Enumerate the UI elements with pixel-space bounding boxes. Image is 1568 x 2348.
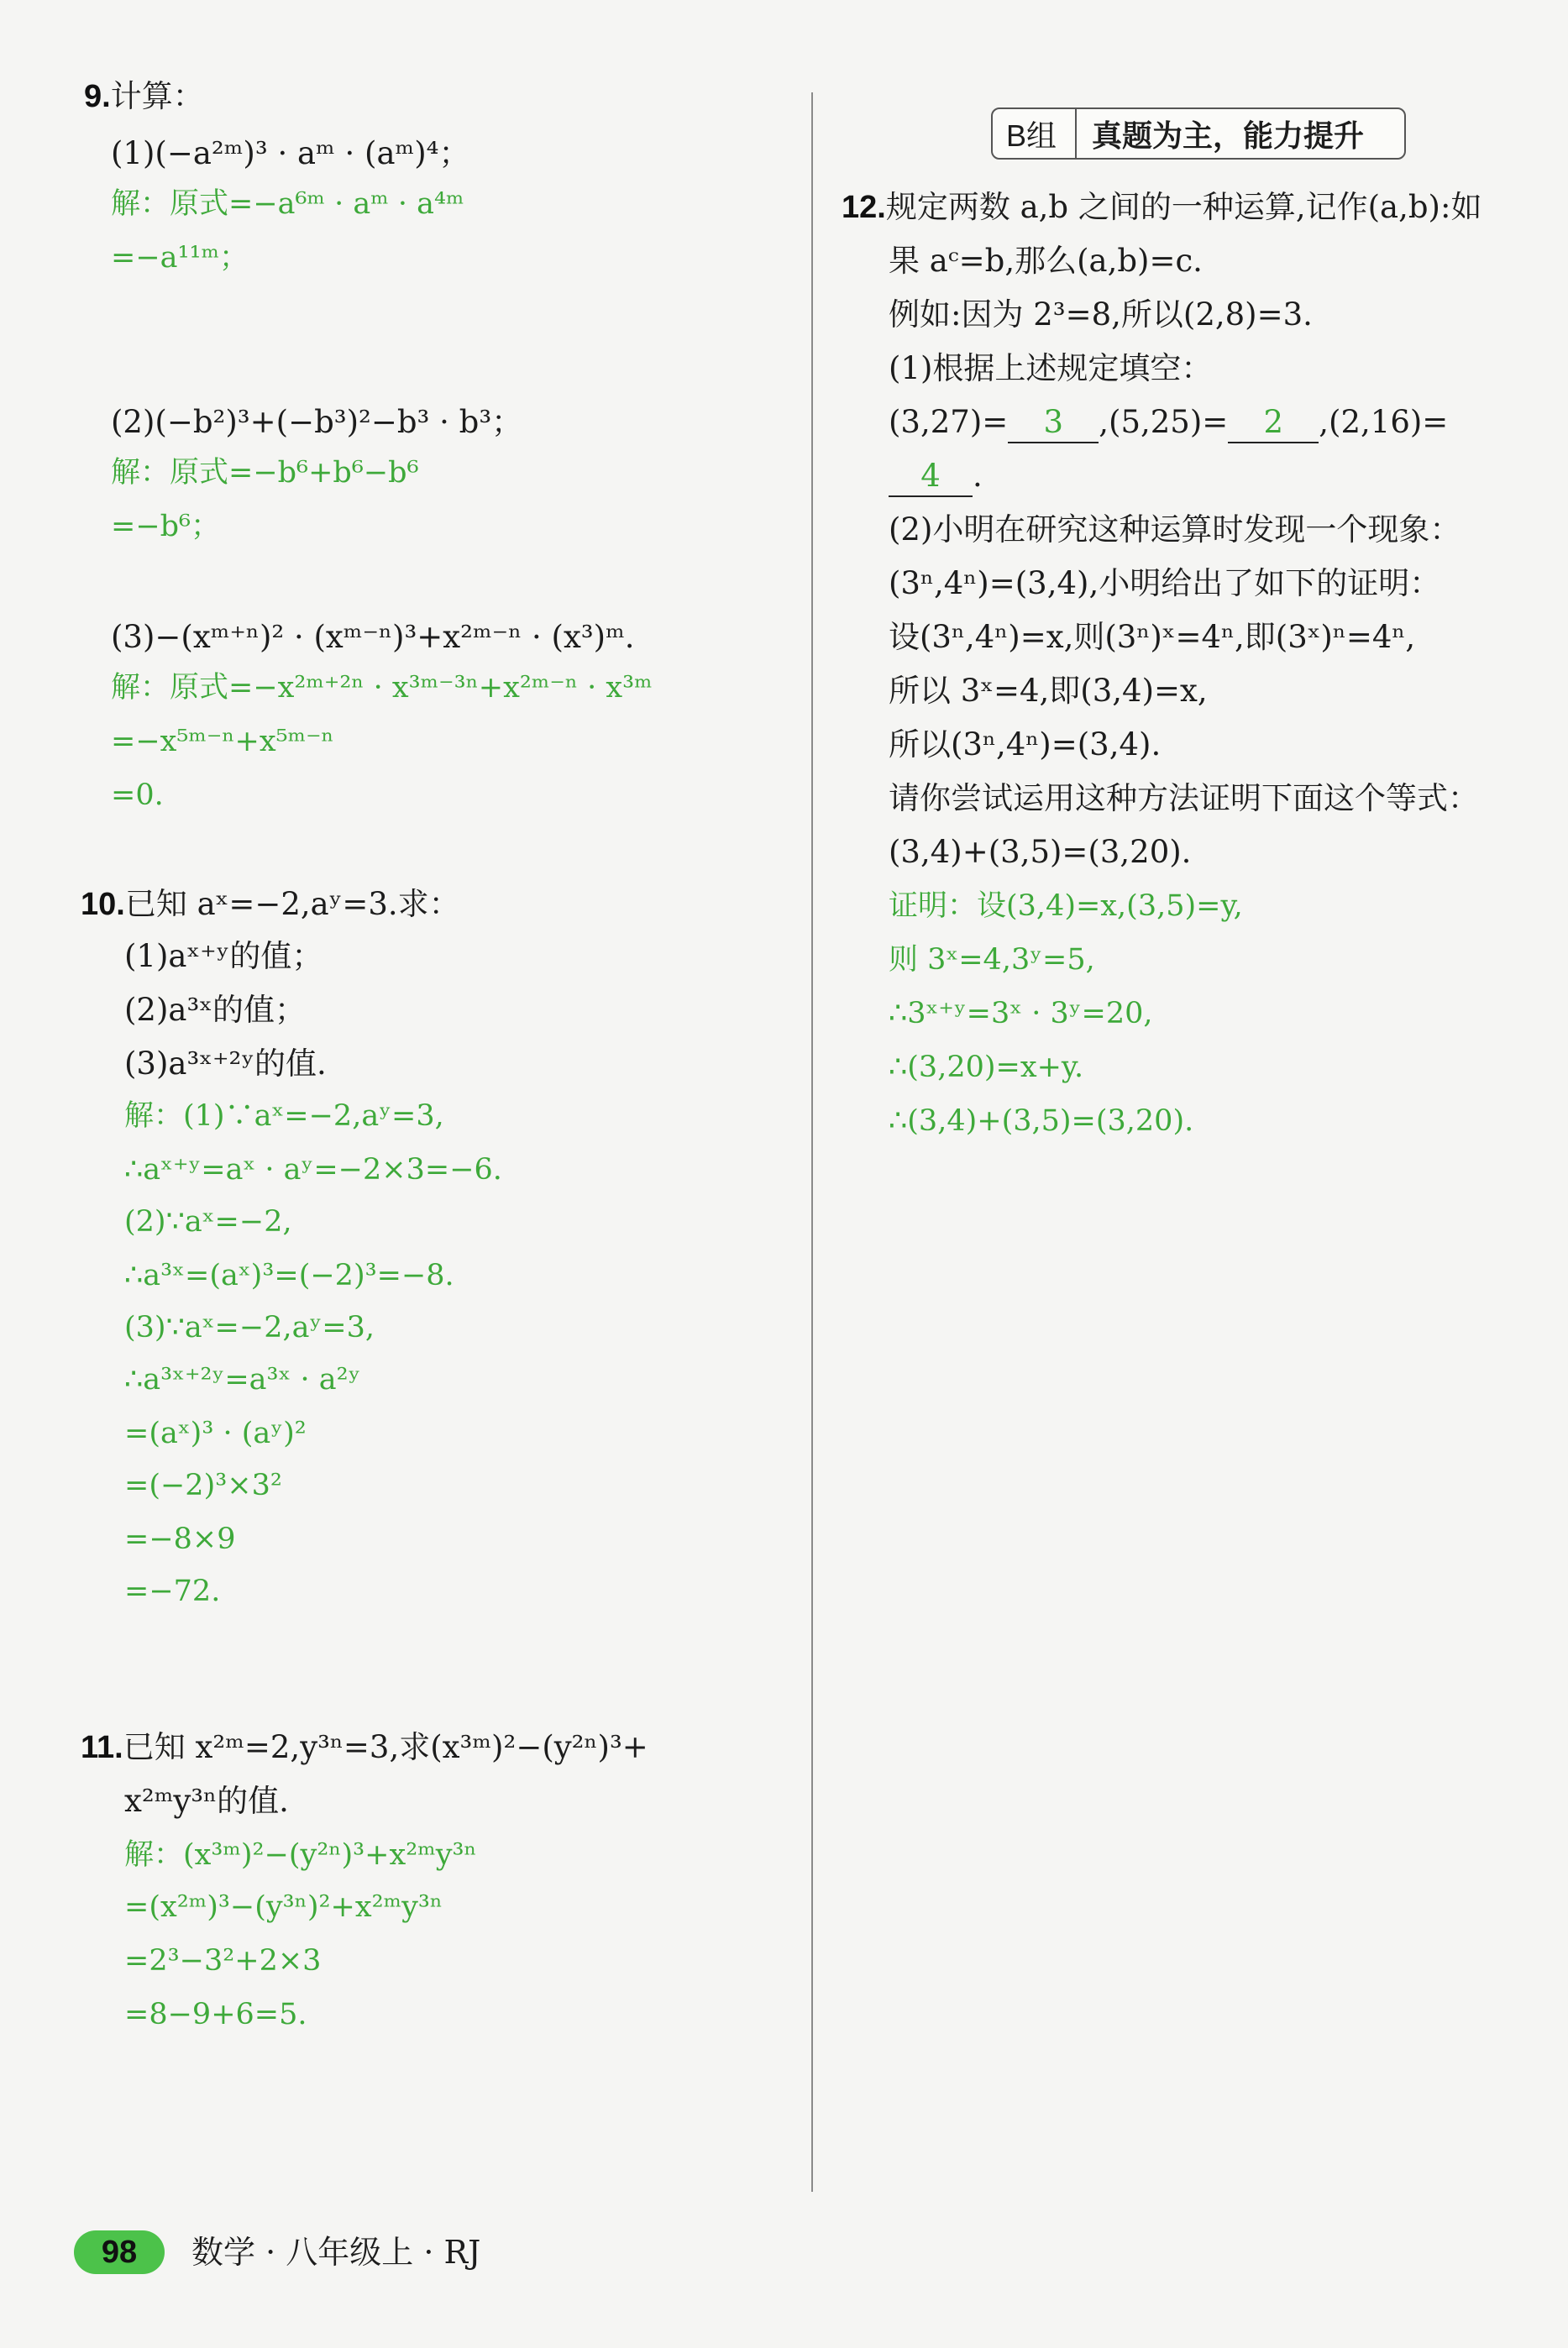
q12-number: 12.	[842, 190, 886, 225]
q11-number: 11.	[81, 1730, 123, 1765]
q12-line-3: 例如:因为 2³=8,所以(2,8)=3.	[889, 296, 1313, 333]
q12-line-11: 请你尝试运用这种方法证明下面这个等式：	[889, 780, 1479, 816]
q12-fill-row	[889, 403, 1448, 443]
q11-heading	[81, 1728, 648, 1767]
q10-solution-9: =−8×9	[124, 1523, 236, 1556]
q12-proof-5: ∴(3,4)+(3,5)=(3,20).	[889, 1104, 1194, 1138]
fill-2-answer: 2	[1228, 403, 1319, 443]
page-number-badge: 98	[74, 2230, 165, 2274]
q9-number: 9.	[84, 79, 111, 114]
q10-solution-10: =−72.	[124, 1575, 221, 1608]
q10-solution-8: =(−2)³×3²	[124, 1469, 282, 1502]
q9-part1: (1)(−a²ᵐ)³ · aᵐ · (aᵐ)⁴；	[111, 135, 470, 171]
q12-proof-1: 证明：设(3,4)=x,(3,5)=y,	[889, 889, 1243, 923]
q9-part3: (3)−(xᵐ⁺ⁿ)² · (xᵐ⁻ⁿ)³+x²ᵐ⁻ⁿ · (x³)ᵐ.	[111, 619, 635, 655]
footer-book-title: 数学 · 八年级上 · RJ	[191, 2234, 481, 2271]
q10-solution-1: 解：(1)∵aˣ=−2,aʸ=3,	[124, 1099, 444, 1133]
fill-3-answer: 4	[889, 457, 973, 497]
q11-solution-4: =8−9+6=5.	[124, 1998, 307, 2031]
q12-proof-4: ∴(3,20)=x+y.	[889, 1051, 1084, 1084]
q9-part2-solution-2: =−b⁶；	[111, 510, 221, 543]
q9-title: 计算：	[110, 78, 204, 114]
q12-line-12: (3,4)+(3,5)=(3,20).	[889, 834, 1192, 870]
q11-solution-1: 解：(x³ᵐ)²−(y²ⁿ)³+x²ᵐy³ⁿ	[124, 1838, 477, 1872]
q10-solution-7: =(aˣ)³ · (aʸ)²	[124, 1417, 307, 1450]
q12-line-6: (2)小明在研究这种运算时发现一个现象：	[889, 511, 1461, 548]
q12-line-7: (3ⁿ,4ⁿ)=(3,4),小明给出了如下的证明：	[889, 565, 1441, 601]
q10-solution-4: ∴a³ˣ=(aˣ)³=(−2)³=−8.	[124, 1259, 454, 1292]
q9-part3-solution-1: 解：原式=−x²ᵐ⁺²ⁿ · x³ᵐ⁻³ⁿ+x²ᵐ⁻ⁿ · x³ᵐ	[111, 671, 653, 705]
group-b-tag	[991, 107, 1406, 160]
group-description: 真题为主，能力提升	[1092, 118, 1365, 154]
fill-2-prefix: ,(5,25)=	[1099, 404, 1229, 440]
q10-number: 10.	[81, 887, 125, 922]
q9-part3-solution-3: =0.	[111, 778, 164, 812]
q10-solution-6: ∴a³ˣ⁺²ʸ=a³ˣ · a²ʸ	[124, 1363, 361, 1397]
q12-line-9: 所以 3ˣ=4,即(3,4)=x,	[889, 673, 1208, 709]
q9-part3-solution-2: =−x⁵ᵐ⁻ⁿ+x⁵ᵐ⁻ⁿ	[111, 725, 334, 758]
q11-solution-2: =(x²ᵐ)³−(y³ⁿ)²+x²ᵐy³ⁿ	[124, 1890, 443, 1924]
q9-part2: (2)(−b²)³+(−b³)²−b³ · b³；	[111, 404, 523, 440]
q12-fill-row-2	[889, 457, 983, 497]
q9-part1-solution-2: =−a¹¹ᵐ；	[111, 241, 249, 275]
q10-part2: (2)a³ˣ的值；	[124, 992, 306, 1028]
q10-title: 已知 aˣ=−2,aʸ=3.求：	[124, 886, 460, 922]
group-label: B组	[993, 109, 1077, 158]
q10-solution-5: (3)∵aˣ=−2,aʸ=3,	[124, 1311, 375, 1344]
q10-solution-2: ∴aˣ⁺ʸ=aˣ · aʸ=−2×3=−6.	[124, 1153, 502, 1187]
fill-1-prefix: (3,27)=	[889, 404, 1009, 440]
q12-proof-2: 则 3ˣ=4,3ʸ=5,	[889, 943, 1095, 977]
q9-part1-solution-1: 解：原式=−a⁶ᵐ · aᵐ · a⁴ᵐ	[111, 187, 464, 221]
q12-proof-3: ∴3ˣ⁺ʸ=3ˣ · 3ʸ=20,	[889, 997, 1153, 1030]
q9-heading	[84, 77, 204, 116]
q12-line-2: 果 aᶜ=b,那么(a,b)=c.	[889, 243, 1203, 279]
q9-part2-solution-1: 解：原式=−b⁶+b⁶−b⁶	[111, 456, 419, 490]
q12-line-4: (1)根据上述规定填空：	[889, 350, 1213, 386]
q12-line-1: 规定两数 a,b 之间的一种运算,记作(a,b):如	[885, 189, 1482, 225]
q12-line-10: 所以(3ⁿ,4ⁿ)=(3,4).	[889, 726, 1162, 763]
fill-1-answer: 3	[1008, 403, 1099, 443]
q12-heading	[842, 188, 1481, 227]
q11-title-cont: x²ᵐy³ⁿ的值.	[124, 1783, 289, 1819]
q11-solution-3: =2³−3²+2×3	[124, 1944, 322, 1978]
column-divider	[811, 92, 813, 2192]
q10-solution-3: (2)∵aˣ=−2,	[124, 1205, 292, 1239]
fill-end: .	[973, 458, 983, 494]
fill-3-prefix: ,(2,16)=	[1319, 404, 1449, 440]
q10-part3: (3)a³ˣ⁺²ʸ的值.	[124, 1046, 327, 1082]
q10-heading	[81, 885, 460, 924]
q12-line-8: 设(3ⁿ,4ⁿ)=x,则(3ⁿ)ˣ=4ⁿ,即(3ˣ)ⁿ=4ⁿ,	[889, 619, 1416, 655]
q11-title: 已知 x²ᵐ=2,y³ⁿ=3,求(x³ᵐ)²−(y²ⁿ)³+	[123, 1729, 648, 1765]
q10-part1: (1)aˣ⁺ʸ的值；	[124, 938, 323, 974]
